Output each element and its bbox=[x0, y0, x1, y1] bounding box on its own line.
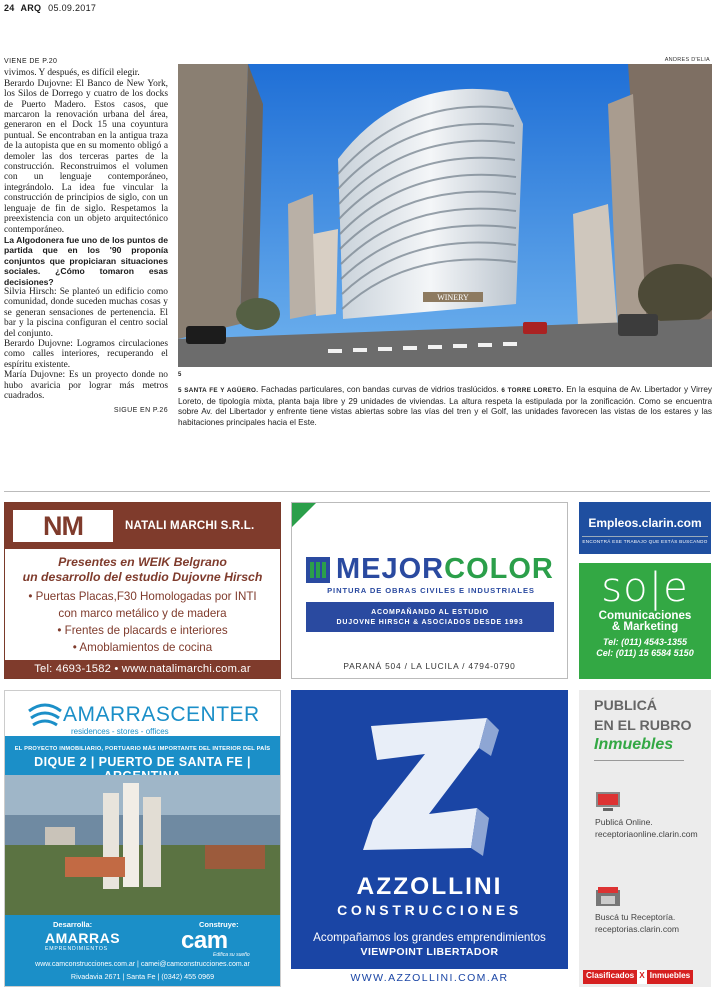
message-line: DUJOVNE HIRSCH & ASOCIADOS DESDE 1993 bbox=[336, 619, 524, 626]
ad-header bbox=[5, 503, 280, 549]
ad-azzollini[interactable] bbox=[291, 690, 568, 987]
ad-contact[interactable]: Tel: 4693-1582 • www.natalimarchi.com.ar bbox=[5, 660, 280, 678]
ad-amarras-center[interactable] bbox=[4, 690, 281, 987]
ad-empleos-clarin[interactable] bbox=[579, 502, 711, 554]
page-header bbox=[4, 3, 96, 13]
ad-web[interactable]: WWW.AZZOLLINI.COM.AR bbox=[291, 969, 568, 987]
ad-headline bbox=[5, 555, 280, 585]
rubro-name: Inmuebles bbox=[594, 736, 674, 753]
mejorcolor-logo bbox=[306, 553, 554, 586]
wave-icon bbox=[27, 701, 63, 729]
online-url[interactable]: receptoriaonline.clarin.com bbox=[595, 829, 698, 839]
ad-sole-marketing[interactable] bbox=[579, 563, 711, 679]
photo-credit: ANDRES D'ELIA bbox=[664, 57, 710, 63]
logo-part: Inmuebles bbox=[647, 970, 694, 984]
clasificados-logo bbox=[583, 970, 693, 984]
article-paragraph: María Dujovne: Es un proyecto donde no hubo avaricia por lograr más metros cuadrados. bbox=[4, 370, 168, 401]
phone-line: Tel: (011) 4543-1355 bbox=[602, 637, 688, 647]
brand-subtitle: CONSTRUCCIONES bbox=[337, 902, 522, 918]
brand-name: AZZOLLINI bbox=[356, 873, 503, 900]
ad-web[interactable]: www.camconstrucciones.com.ar | camei@camconstrucciones.com.ar bbox=[35, 961, 250, 968]
message-line: ACOMPAÑANDO AL ESTUDIO bbox=[371, 609, 489, 616]
ad-address: Rivadavia 2671 | Santa Fe | (0342) 455 0969 bbox=[70, 972, 215, 981]
computer-icon bbox=[595, 791, 621, 812]
article-paragraph: Silvia Hirsch: Se planteó un edificio como comunidad, donde suceden muchas cosas y se generan sensaciones de pertenencia. El bar y la piscina configuran el centro social del conjunto. bbox=[4, 286, 168, 339]
caption-text: Fachadas particulares, con bandas curvas de vidrios traslúcidos. bbox=[258, 385, 502, 394]
page-number: 24 bbox=[4, 3, 15, 13]
ad-headline bbox=[594, 696, 691, 736]
caption-text: En la esquina de Av. Libertador y Virrey Loreto, de tipología mixta, planta baja libre y 29 unidades de viviendas. La altura respeta la estipulada por la zonificación. Como se encuentra sobre Av. del Libertador y enfrente tiene vistas abiertas sobre las vías del tren y el Golf, las unidades favorecen las vistas de los estares y las habitaciones principales hacia el Este. bbox=[178, 385, 712, 427]
builder-name: cam bbox=[181, 927, 228, 954]
developer-sub: EMPRENDIMIENTOS bbox=[45, 946, 108, 952]
shop-sign: WINERY bbox=[437, 293, 469, 302]
brand-part: MEJOR bbox=[336, 553, 445, 585]
continued-from: VIENE DE P.20 bbox=[4, 58, 58, 65]
continued-on: SIGUE EN P.26 bbox=[113, 407, 168, 415]
figure-number: 5 bbox=[178, 372, 182, 378]
ad-line: VIEWPOINT LIBERTADOR bbox=[360, 946, 499, 958]
article-paragraph: Berardo Dujovne: El Banco de New York, los Silos de Dorrego y cuatro de los docks de Puerto Madero. Estos casos, que marcaron la renovación urbana del área, generaron en el Dock 15 una coyuntura puntual. Se encontraban en la antigua traza de la autopista que en su momento obligó a demoler las dos terceras partes de la construcción. Reconstruimos el volumen con un lenguaje contemporáneo, integrándolo. La idea fue vincular la construcción de principios de siglo, con un lenguaje de fin de siglo. Respetamos la preexistencia con un objeto arquitectónico contemporáneo. bbox=[4, 78, 168, 235]
ad-footer bbox=[5, 915, 280, 986]
ad-title: Empleos.clarin.com bbox=[588, 516, 702, 530]
sole-logo: so|e bbox=[601, 565, 689, 611]
azzollini-z-icon bbox=[349, 708, 509, 858]
brand-tagline: residences - stores - offices bbox=[71, 727, 169, 736]
ad-address: PARANÁ 504 / LA LUCILA / 4794-0790 bbox=[343, 661, 516, 671]
article-paragraph: vivimos. Y después, es difícil elegir. bbox=[4, 68, 140, 79]
project-render bbox=[5, 775, 281, 915]
section-divider bbox=[4, 491, 710, 492]
company-name: NATALI MARCHI S.R.L. bbox=[125, 520, 255, 532]
ad-message-box bbox=[306, 602, 554, 632]
brand-part: COLOR bbox=[444, 553, 554, 585]
ad-mejor-color[interactable] bbox=[291, 502, 568, 679]
ad-clasificados[interactable] bbox=[579, 690, 711, 987]
caption-heading: 5 SANTA FE Y AGÜERO. bbox=[178, 387, 259, 394]
divider bbox=[594, 760, 684, 761]
ad-phones bbox=[579, 637, 711, 659]
ad-line: Comunicaciones bbox=[598, 609, 692, 622]
list-item: con marco metálico y de madera bbox=[58, 607, 227, 620]
builder-label: Construye: bbox=[199, 920, 239, 929]
article-column bbox=[4, 57, 168, 417]
headline-line: EN EL RUBRO bbox=[594, 718, 692, 734]
phone-line: Cel: (011) 15 6584 5150 bbox=[596, 648, 694, 658]
ad-headline-line: un desarrollo del estudio Dujovne Hirsch bbox=[22, 570, 263, 584]
list-item: • Amoblamientos de cocina bbox=[72, 641, 213, 654]
list-item: • Puertas Placas,F30 Homologadas por INTI bbox=[28, 590, 257, 603]
logo-part: Clasificados bbox=[583, 970, 637, 984]
brand-name: AMARRASCENTER bbox=[63, 703, 260, 726]
caption-heading: 6 TORRE LORETO. bbox=[501, 387, 564, 394]
receptoria-url[interactable]: receptorias.clarin.com bbox=[595, 924, 680, 934]
developer-label: Desarrolla: bbox=[53, 920, 93, 929]
developer-name: AMARRAS bbox=[45, 930, 121, 946]
headline-line: PUBLICÁ bbox=[594, 698, 658, 714]
ad-line: Acompañamos los grandes emprendimientos bbox=[313, 931, 546, 944]
nm-logo: NM bbox=[13, 510, 113, 542]
corner-accent bbox=[292, 503, 316, 527]
interview-question: La Algodonera fue uno de los puntos de partida que en los '90 proponía conjuntos que propiciaran situaciones sociales. ¿Cómo tomaron esas decisiones? bbox=[4, 234, 168, 287]
ad-headline-line: Presentes en WEIK Belgrano bbox=[58, 555, 227, 569]
ad-natali-marchi[interactable] bbox=[4, 502, 281, 679]
photo-caption bbox=[178, 385, 712, 428]
section-name: ARQ bbox=[20, 3, 42, 13]
project-location: DIQUE 2 | PUERTO DE SANTA FE | bbox=[34, 755, 251, 769]
building-photo bbox=[178, 64, 712, 367]
storefront-icon bbox=[595, 886, 621, 907]
paint-brush-icon bbox=[306, 557, 330, 583]
ad-subtitle: PINTURA DE OBRAS CIVILES E INDUSTRIALES bbox=[327, 586, 535, 595]
ad-line: & Marketing bbox=[611, 620, 679, 633]
online-title: Publicá Online. bbox=[595, 817, 653, 827]
issue-date: 05.09.2017 bbox=[48, 3, 97, 13]
list-item: • Frentes de placards e interiores bbox=[57, 624, 228, 637]
project-description: EL PROYECTO INMOBILIARIO, PORTUARIO MÁS IMPORTANTE DEL INTERIOR DEL PAÍS bbox=[14, 746, 271, 752]
article-paragraph: Berardo Dujovne: Logramos circulaciones como calles interiores, recuperando el espíritu existente. bbox=[4, 338, 168, 370]
amarras-logo bbox=[27, 701, 260, 736]
logo-part: X bbox=[637, 970, 646, 984]
ad-subtitle: ENCONTRÁ ESE TRABAJO QUE ESTÁS BUSCANDO bbox=[582, 536, 707, 544]
product-list bbox=[5, 588, 280, 656]
builder-slogan: Edifica su sueño bbox=[213, 952, 250, 958]
receptoria-title: Buscá tu Receptoría. bbox=[595, 912, 676, 922]
